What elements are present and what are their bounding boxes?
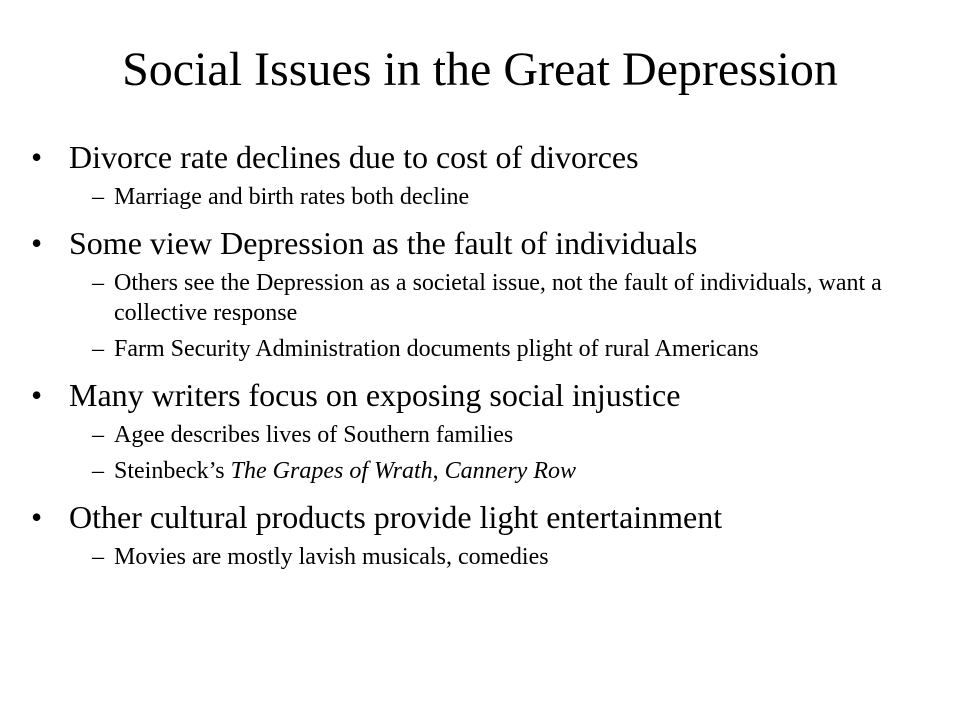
sub-bullet-marker: – (92, 458, 104, 484)
bullet-text: Other cultural products provide light entertainment (69, 499, 723, 535)
bullet-item (0, 496, 960, 572)
bullet-text: Divorce rate declines due to cost of divorces (69, 139, 639, 175)
sub-bullet-item (0, 268, 960, 328)
book-title: Cannery Row (444, 458, 576, 484)
bullet-item (0, 136, 960, 212)
bullet-list (0, 136, 960, 572)
sub-bullet-prefix: Steinbeck’s (114, 458, 231, 484)
bullet-item (0, 222, 960, 364)
sub-bullet-marker: – (92, 336, 104, 362)
sub-bullet-marker: – (92, 184, 104, 210)
sub-bullet-marker: – (92, 270, 104, 296)
bullet-marker: • (31, 225, 43, 261)
sub-bullet-marker: – (92, 422, 104, 448)
sub-bullet-separator: , (432, 458, 445, 484)
sub-bullet-text: Movies are mostly lavish musicals, comedies (114, 544, 549, 570)
sub-bullet-marker: – (92, 544, 104, 570)
sub-bullet-text: Others see the Depression as a societal issue, not the fault of individuals, want a collective response (114, 270, 882, 326)
sub-bullet-text (114, 456, 914, 486)
bullet-text: Many writers focus on exposing social injustice (69, 377, 681, 413)
bullet-marker: • (31, 499, 43, 535)
bullet-marker: • (31, 377, 43, 413)
sub-bullet-item (0, 542, 960, 572)
sub-bullet-item (0, 334, 960, 364)
sub-bullet-item (0, 182, 960, 212)
bullet-item (0, 374, 960, 486)
sub-bullet-text: Marriage and birth rates both decline (114, 184, 470, 210)
slide-title: Social Issues in the Great Depression (122, 43, 838, 96)
sub-bullet-item (0, 420, 960, 450)
sub-bullet-text: Farm Security Administration documents plight of rural Americans (114, 336, 759, 362)
bullet-text: Some view Depression as the fault of individuals (69, 225, 698, 261)
book-title: The Grapes of Wrath (230, 458, 433, 484)
sub-bullet-text: Agee describes lives of Southern families (114, 422, 514, 448)
sub-bullet-item (0, 456, 960, 486)
bullet-marker: • (31, 139, 43, 175)
